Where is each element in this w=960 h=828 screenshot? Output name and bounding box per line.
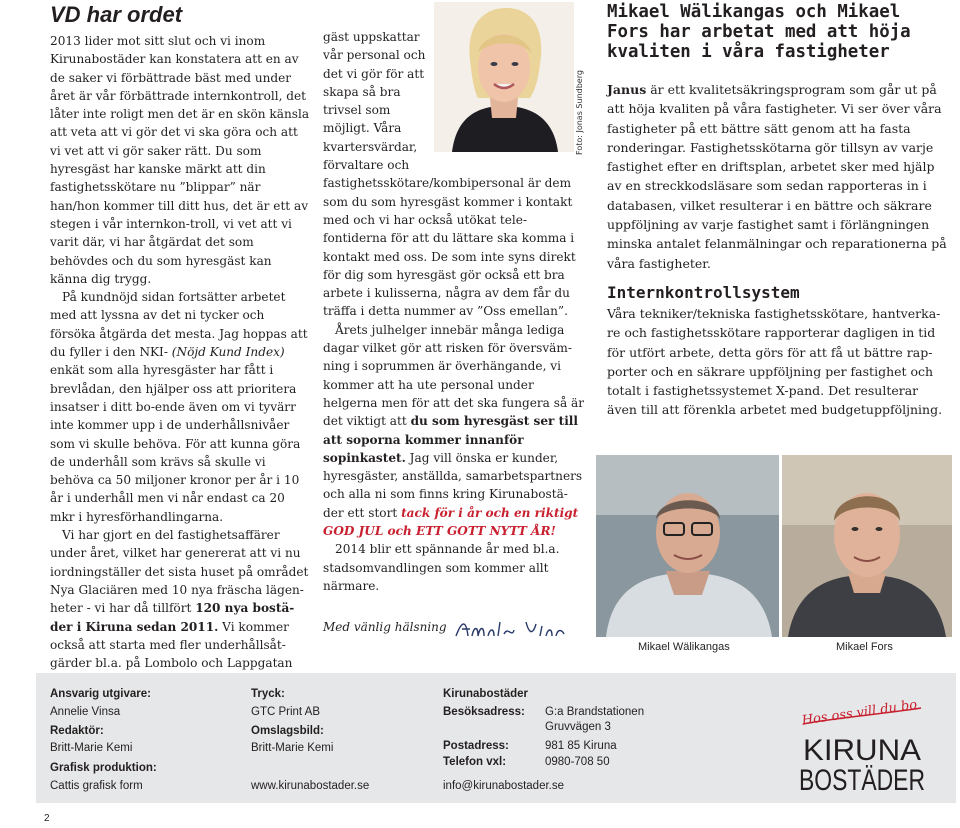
article-title: VD har ordet	[50, 2, 183, 27]
signoff: Med vänlig hälsning	[323, 620, 447, 634]
org-name: Kirunabostäder	[443, 688, 528, 700]
print-value: GTC Print AB	[251, 706, 321, 718]
print-label: Tryck:	[251, 688, 285, 700]
logo-tagline: Hos oss vill du bo	[800, 697, 919, 729]
nki-italic: (Nöjd Kund Index)	[171, 345, 285, 360]
photo-mikael-walikangas	[596, 455, 779, 637]
postal-address-label: Postadress:	[443, 740, 509, 752]
postal-address-value: 981 85 Kiruna	[545, 740, 617, 752]
logo-line-1: KIRUNA	[803, 734, 921, 767]
publisher-value: Annelie Vinsa	[50, 706, 121, 718]
vd-paragraph-1: 2013 lider mot sitt slut och vi inom Kirunabostäder kan konstatera att en av de saker vi förbättrade bäst med under året är vår förbättrade internkontroll, det låter inte roligt men det är en skön känsla att veta att vi gör det vi ska göra och att vi vet att vi gör saker rätt. Du som hyresgäst har kanske märkt att din fastighetsskötare nu ”blippar” när han/hon kommer till ditt hus, det är ett av stegen i vår internkon-troll, vi vet att vi varit där, vi har åtgärdat det som behövdes och du som hyresgäst kan känna dig trygg.	[50, 34, 310, 286]
publisher-label: Ansvarig utgivare:	[50, 688, 151, 700]
internal-control-paragraph: Våra tekniker/tekniska fastighetsskötare, hantverka-re och fastighetsskötare rapporterar dagligen in tid för utfört arbete, detta görs för att få ut bättre rap-porter och en säkrare uppföljning per fastighet och totalt i fastighetssystemet X-pand. Det resulterar även till att förenkla arbetet med budgetuppföljning.	[607, 305, 943, 418]
phone-value: 0980-708 50	[545, 756, 610, 768]
photo-credit: Foto: Jonas Sundberg	[575, 70, 584, 155]
janus-paragraph: Janus är ett kvalitetsäkringsprogram som går ut på att höja kvaliten på våra fastigheter. Vi ser över våra fastigheter på ett bättre sätt genom att ha fasta ronderingar. Fastighetsskötarna gör tillsyn av varje fastighet efter en driftsplan, arbetet sker med hjälp av en streckkodsläsare som sedan rapporteras in i databasen, vilket resulterar i en bättre och säkrare uppföljning av varje fastighet samt i förlängningen minska antalet felanmälningar och reparationerna på våra fastigheter.	[607, 82, 947, 271]
cover-photo-label: Omslagsbild:	[251, 725, 324, 737]
visit-address-line-2: Gruvvägen 3	[545, 721, 611, 733]
vd-body	[50, 32, 312, 691]
editor-value: Britt-Marie Kemi	[50, 742, 133, 754]
logo-line-2: BOSTÄDER	[799, 764, 925, 797]
photo-mikael-fors	[782, 455, 952, 637]
phone-label: Telefon vxl:	[443, 756, 507, 768]
caption-mikael-fors: Mikael Fors	[836, 641, 893, 653]
new-homes-highlight: 120 nya bostä-der i Kiruna sedan 2011.	[50, 601, 295, 634]
vd-column	[50, 0, 312, 691]
kirunabostader-logo	[793, 690, 933, 800]
right-column	[607, 2, 952, 420]
page-number: 2	[44, 813, 50, 824]
editor-label: Redaktör:	[50, 725, 104, 737]
cover-photo-value: Britt-Marie Kemi	[251, 742, 334, 754]
website-link[interactable]: www.kirunabostader.se	[251, 780, 370, 792]
mid-paragraph-3: 2014 blir ett spännande år med bl.a. stadsomvandlingen som kommer allt närmare.	[323, 542, 560, 593]
janus-term: Janus	[607, 82, 647, 97]
visit-address-line-1: G:a Brandstationen	[545, 706, 645, 718]
mid-paragraph-1-top: gäst uppskattar vår personal och det vi gör för att skapa så bra trivsel som möjligt. Våra kvartersvärdar, förvaltare och	[323, 30, 426, 173]
caption-mikael-walikangas: Mikael Wälikangas	[638, 641, 730, 653]
vd-paragraph-2: På kundnöjd sidan fortsätter arbetet med att lyssna av det ni tycker och försöka åtgärda det mesta. Jag hoppas att du fyller i den NKI- (Nöjd Kund Index) enkät som alla hyresgäster har fått i brevlådan, den hjälper oss att prioritera insatser i ditt bo-ende även om vi tyvärr inte kommer upp i de underhållsnivåer som vi skulle behöva. För att kunna göra de underhåll som krävs så skulle vi behöva ca 50 miljoner kronor per år i 10 år i underhåll men vi når endast ca 20 mkr i hyresförhandlingarna.	[50, 290, 308, 524]
vd-paragraph-3: Vi har gjort en del fastighetsaffärer under året, vilket har genererat att vi nu iordningställer det sista huset på området Nya Glaciären med 10 nya fräscha lägen-heter - vi har då tillfört 120 nya bostä-der i Kiruna sedan 2011. Vi kommer också att starta med fler underhållsåt-gärder bl.a. på Lombolo och Lappgatan	[50, 528, 309, 671]
internal-control-heading: Internkontrollsystem	[607, 282, 800, 302]
email-link[interactable]: info@kirunabostader.se	[443, 780, 564, 792]
holiday-greeting: tack för i år och en riktigt GOD JUL och ETT GOTT NYTT ÅR!	[323, 505, 579, 539]
signature-image	[452, 616, 570, 642]
graphic-production-value: Cattis grafisk form	[50, 780, 143, 792]
mid-body	[323, 28, 585, 595]
mid-paragraph-1-bottom: fastighetsskötare/kombipersonal är dem som du som hyresgäst kommer i kontakt med och vi har också utökat tele-fontiderna för att du lättare ska komma i kontakt med oss. De som inte syns direkt för dig som hyresgäst gör också ett bra arbete i kulisserna, några av dem får du träffa i detta nummer av ”Oss emellan”.	[323, 176, 576, 319]
visit-address-label: Besöksadress:	[443, 706, 525, 718]
waste-notice-highlight: du som hyresgäst ser till att soporna kommer innanför sopinkastet.	[323, 414, 578, 465]
mid-paragraph-2: Årets julhelger innebär många lediga dagar vilket gör att risken för översväm-ning i soprummen är överhängande, vi kommer att ha ute personal under helgerna men för att det ska fungera så är det viktigt att du som hyresgäst ser till att soporna kommer innanför sopinkastet. Jag vill önska er kunder, hyresgäster, anställda, samarbetspartners och alla ni som finns kring Kirunabostä-der ett stort tack för i år och en riktigt GOD JUL och ETT GOTT NYTT ÅR!	[323, 322, 584, 539]
middle-column	[323, 28, 585, 595]
graphic-production-label: Grafisk produktion:	[50, 762, 157, 774]
feature-title: Mikael Wälikangas och Mikael Fors har arbetat med att höja kvaliten i våra fastigheter	[607, 2, 911, 62]
